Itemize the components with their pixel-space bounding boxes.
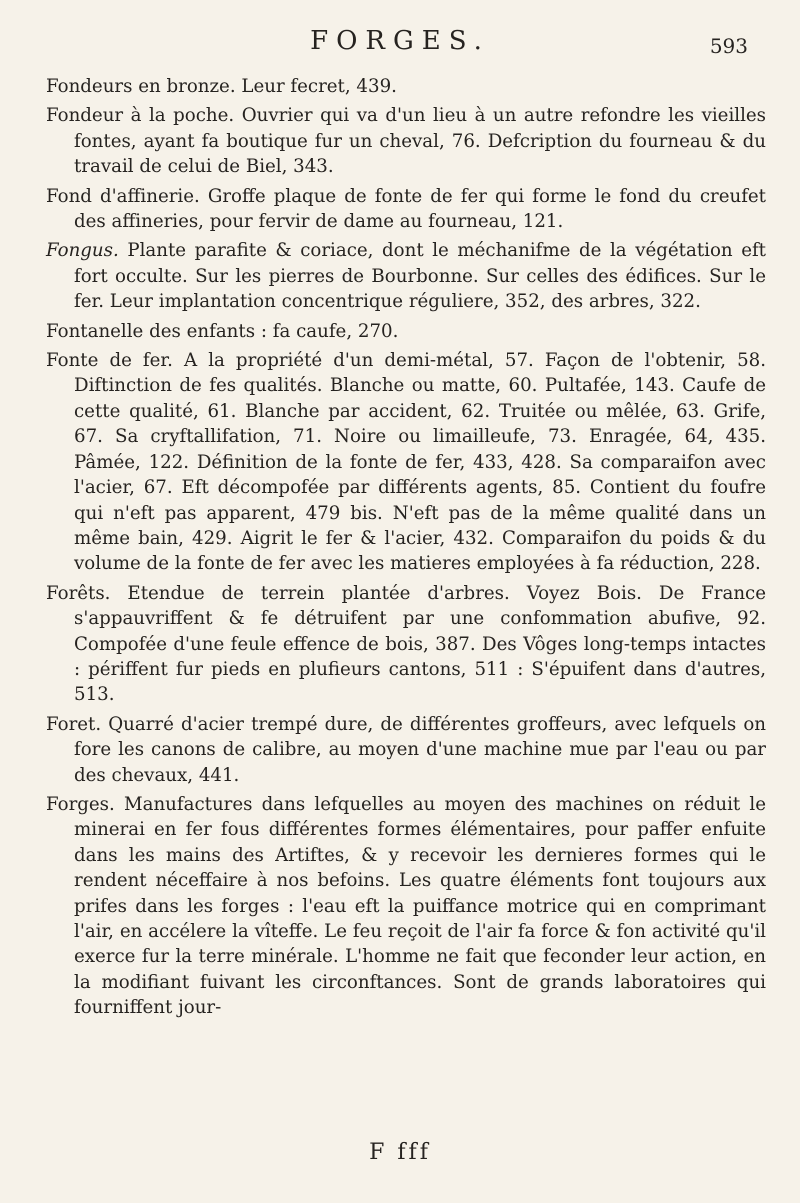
index-entry	[46, 712, 766, 788]
entry-term: Fontanelle	[46, 320, 144, 342]
entry-text: Etendue de terrein plantée d'arbres. Voyez Bois. De France s'appauvriffent & fe détruifent par une confommation abufive, 92. Compofée d'une feule effence de bois, 387. Des Vôges long-temps intactes : périffent fur pieds en plufieurs cantons, 511 : S'épuifent dans d'autres, 513.	[74, 582, 766, 706]
entry-text: d'affinerie. Groffe plaque de fonte de fer qui forme le fond du creufet des affineries, pour fervir de dame au fourneau, 121.	[74, 185, 766, 233]
entry-term: Fondeur	[46, 105, 124, 127]
index-entry	[46, 348, 766, 577]
index-entry	[46, 319, 766, 344]
entry-text: Quarré d'acier trempé dure, de différentes groffeurs, avec lefquels on fore les canons de calibre, au moyen d'une machine mue par l'eau ou par des chevaux, 441.	[74, 713, 766, 786]
entry-text: des enfants : fa caufe, 270.	[143, 320, 399, 342]
index-entry	[46, 74, 766, 99]
index-entry	[46, 184, 766, 235]
entry-text: Plante parafite & coriace, dont le méchanifme de la végétation eft fort occulte. Sur les pierres de Bourbonne. Sur celles des édifices. Sur le fer. Leur implantation concentrique réguliere, 352, des arbres, 322.	[74, 240, 766, 313]
signature-mark: F fff	[369, 1140, 431, 1165]
index-entry	[46, 103, 766, 179]
page-number: 593	[709, 34, 748, 58]
entry-term: Fongus.	[46, 240, 119, 262]
entry-text: de fer. A la propriété d'un demi-métal, 57. Façon de l'obtenir, 58. Diftinction de fes qualités. Blanche ou matte, 60. Pultafée, 143. Caufe de cette qualité, 61. Blanche par accident, 62. Truitée ou mêlée, 63. Grife, 67. Sa cryftallifation, 71. Noire ou limailleufe, 73. Enragée, 64, 435. Pâmée, 122. Définition de la fonte de fer, 433, 428. Sa comparaifon avec l'acier, 67. Eft décompofée par différents agents, 85. Contient du foufre qui n'eft pas apparent, 479 bis. N'eft pas de la même qualité dans un même bain, 429. Aigrit le fer & l'acier, 432. Comparaifon du poids & du volume de la fonte de fer avec les matieres employées à fa réduction, 228.	[74, 350, 766, 575]
entry-term: Fonte	[46, 350, 99, 372]
entry-term: Fondeurs	[46, 76, 133, 97]
entry-text: en bronze. Leur fecret, 439.	[132, 76, 397, 97]
page-header	[0, 26, 800, 66]
index-entry	[46, 581, 766, 708]
entry-text: à la poche. Ouvrier qui va d'un lieu à un autre refondre les vieilles fontes, ayant fa boutique fur un cheval, 76. Defcription du fourneau & du travail de celui de Biel, 343.	[74, 105, 766, 178]
entry-term: Foret.	[46, 713, 102, 735]
index-entry	[46, 792, 766, 1021]
entry-term: Fond	[46, 185, 92, 207]
index-entry	[46, 238, 766, 314]
entry-term: Forges.	[46, 793, 115, 815]
index-entries	[46, 74, 766, 1025]
entry-text: Manufactures dans lefquelles au moyen des machines on réduit le minerai en fer fous différentes formes élémentaires, pour paffer enfuite dans les mains des Artiftes, & y recevoir les dernieres formes qui le rendent néceffaire à nos befoins. Les quatre éléments font toujours aux prifes dans les forges : l'eau eft la puiffance motrice qui en comprimant l'air, en accélere la vîteffe. Le feu reçoit de l'air fa force & fon activité qu'il exerce fur la terre minérale. L'homme ne fait que feconder leur action, en la modifiant fuivant les circonftances. Sont de grands laboratoires qui fourniffent jour-	[74, 793, 766, 1019]
entry-term: Forêts.	[46, 582, 111, 604]
running-title: FORGES.	[310, 26, 490, 56]
